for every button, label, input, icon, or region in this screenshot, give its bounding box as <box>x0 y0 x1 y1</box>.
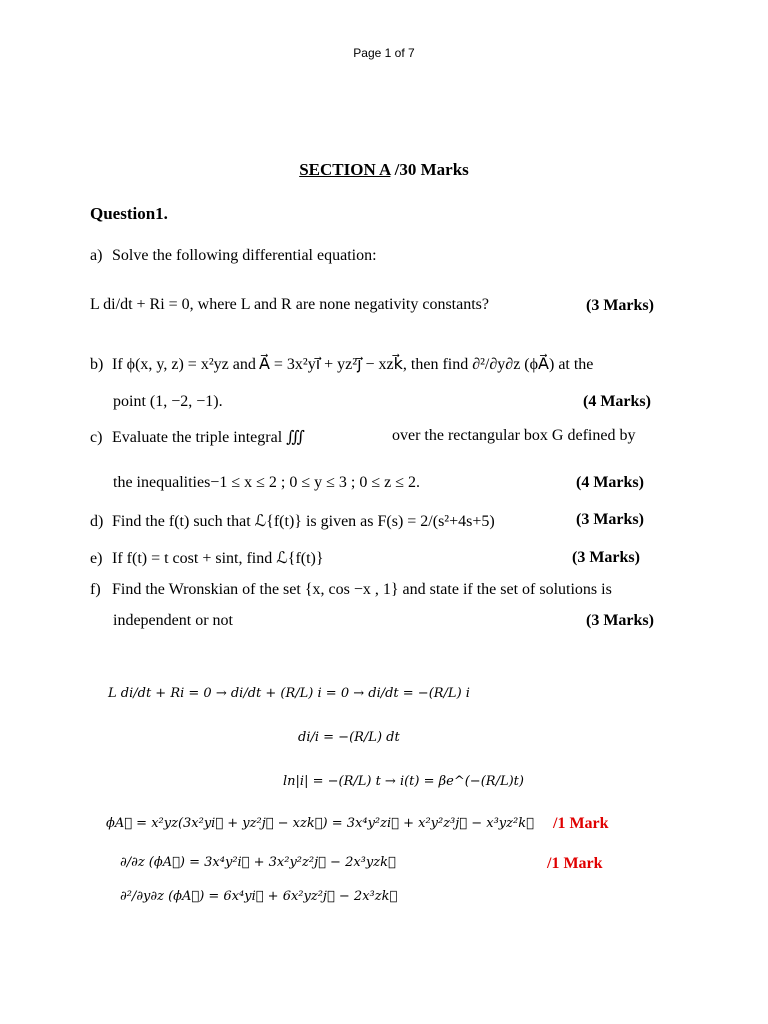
mark-label-2: /1 Mark <box>547 855 603 872</box>
page-header: Page 1 of 7 <box>353 46 415 60</box>
part-c-text: c) Evaluate the triple integral ∭ <box>90 429 306 446</box>
solution-step-5: ∂/∂z (ϕA⃗) = 3x⁴y²i⃗ + 3x²y²z²j⃗ − 2x³yzk⃗ <box>120 855 396 870</box>
part-e-text: e) If f(t) = t cost + sint, find ℒ{f(t)} <box>90 550 324 567</box>
part-b-point: point (1, −2, −1). <box>113 393 223 410</box>
solution-step-1: L di/dt + Ri = 0 → di/dt + (R/L) i = 0 → di/dt = −(R/L) i <box>108 686 470 701</box>
mark-label-1: /1 Mark <box>553 815 609 832</box>
part-d-text: d) Find the f(t) such that ℒ{f(t)} is given as F(s) = 2/(s²+4s+5) <box>90 513 495 530</box>
part-a-equation: L di/dt + Ri = 0, where L and R are none negativity constants? <box>90 296 489 313</box>
part-d-marks: (3 Marks) <box>576 511 644 528</box>
part-c-marks: (4 Marks) <box>576 474 644 491</box>
part-c-text-b: over the rectangular box G defined by <box>392 427 636 444</box>
solution-step-6: ∂²/∂y∂z (ϕA⃗) = 6x⁴yi⃗ + 6x²yz²j⃗ − 2x³zk⃗ <box>120 889 398 904</box>
section-marks: /30 Marks <box>394 160 469 179</box>
part-e-marks: (3 Marks) <box>572 549 640 566</box>
part-a-text: a) Solve the following differential equation: <box>90 247 377 264</box>
solution-step-2: di/i = −(R/L) dt <box>298 730 400 745</box>
section-title <box>0 160 768 180</box>
part-a-marks: (3 Marks) <box>586 297 654 314</box>
solution-step-4: ϕA⃗ = x²yz(3x²yi⃗ + yz²j⃗ − xzk⃗) = 3x⁴y²zi⃗ + x²y²z³j⃗ − x³yz²k⃗ <box>106 816 534 831</box>
part-f-text-2: independent or not <box>113 612 233 629</box>
question-title: Question1. <box>90 204 168 223</box>
part-f-text: f) Find the Wronskian of the set {x, cos −x , 1} and state if the set of solutions is <box>90 581 612 598</box>
part-b-text: b) If ϕ(x, y, z) = x²yz and A⃗ = 3x²yi⃗ + yz²j⃗ − xzk⃗, then find ∂²/∂y∂z (ϕA⃗) at the <box>90 356 594 373</box>
solution-step-3: ln|i| = −(R/L) t → i(t) = βe^(−(R/L)t) <box>283 774 524 789</box>
part-c-inequalities: the inequalities−1 ≤ x ≤ 2 ; 0 ≤ y ≤ 3 ; 0 ≤ z ≤ 2. <box>113 474 421 491</box>
part-f-marks: (3 Marks) <box>586 612 654 629</box>
part-b-marks: (4 Marks) <box>583 393 651 410</box>
section-name: SECTION A <box>299 160 391 179</box>
